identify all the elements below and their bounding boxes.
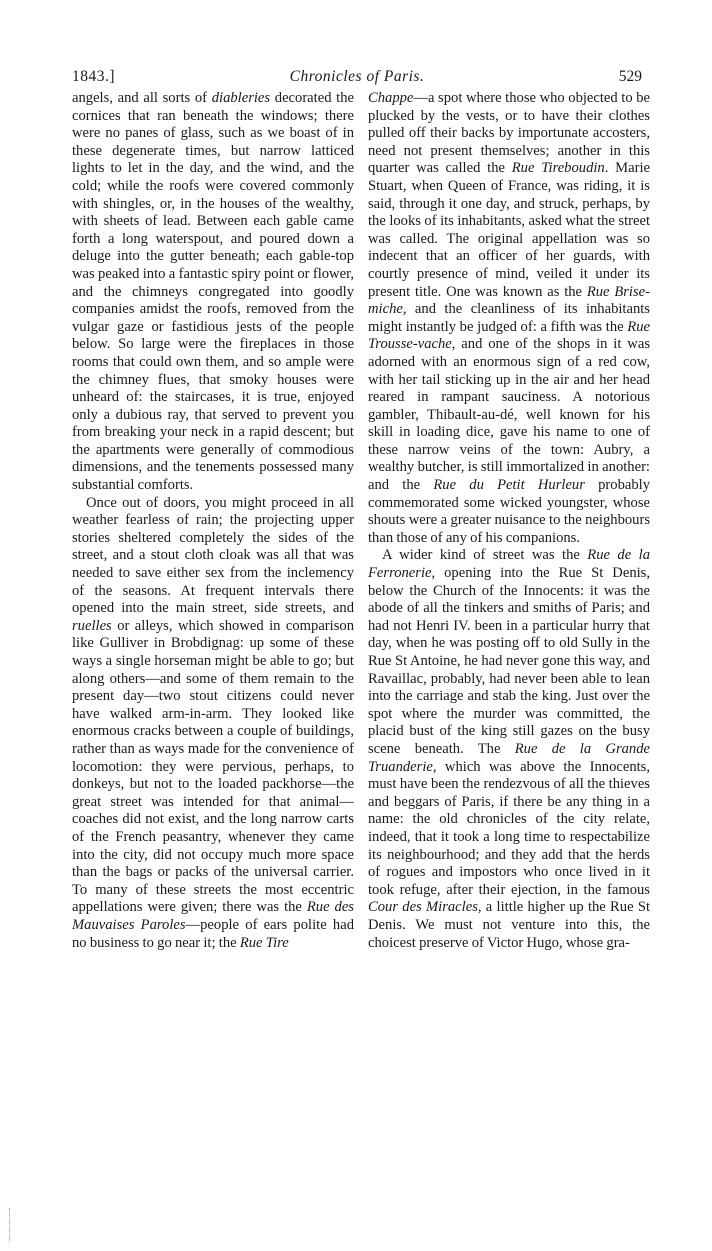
text-run: decorated the cornices that ran beneath the windows; there were no panes of glass, such as we boast of in these degenerate times, but narrow latticed lights to let in the day, and the wind, and the cold; while the roofs were covered commonly with shingles, or, in the houses of the wealthy, with sheets of lead. Between each gable came forth a long waterspout, and poured down a deluge into the gutter beneath; each gable-top was peaked into a fantastic spiry point or flower, and the chimneys congregated into goodly companies amidst the roofs, removed from the vulgar gaze or fastidious jests of the people below. So large were the fireplaces in those rooms that could own them, and so ample were the chimney flues, that smoky houses were unheard of: the staircases, it is true, enjoyed only a dubious ray, that served to prevent you from breaking your neck in a rapid descent; but the apartments were generally of commodious dimensions, and the tenements possessed many substantial comforts. <box>72 90 354 494</box>
right-paragraph-1 <box>368 90 650 547</box>
italic-run: Rue du Petit Hurleur <box>433 477 585 494</box>
italic-run: Rue Tireboudin <box>511 160 605 177</box>
text-run: . Marie Stuart, when Queen of France, was riding, it is said, through it one day, and struck, perhaps, by the looks of its inhabitants, asked what the street was called. The original appellation was so indecent that an officer of her guards, with courtly presence of mind, veiled it under its present title. One was known as the <box>368 160 650 300</box>
text-run: , a little higher up the Rue St Denis. We must not venture into this, the choicest preserve of Victor Hugo, whose gra- <box>368 899 650 951</box>
italic-run: Rue des Mauvaises Paroles <box>72 899 354 933</box>
text-run: Once out of doors, you might proceed in all weather fearless of rain; the projecting upper stories sheltered completely the sides of the street, and a stout cloth cloak was all that was needed to save either sex from the inclemency of the seasons. At frequent intervals there opened into the main street, side streets, and <box>72 494 354 617</box>
header-title: Chronicles of Paris. <box>289 68 425 85</box>
italic-run: ruelles <box>72 617 112 634</box>
text-run: or alleys, which showed in comparison like Gulliver in Brobdignag: up some of these ways a single horseman might be able to go; but along others—and some of them remain to the present day—two stout citizens could never have walked arm-in-arm. They looked like enormous cracks between a couple of buildings, rather than as ways made for the convenience of locomotion: they were pervious, perhaps, to donkeys, but not to the loaded packhorse—the great street was intended for that animal—coaches did not exist, and the long narrow carts of the French peasantry, whenever they came into the city, did not occupy much more space than the bags or packs of the universal carrier. To many of these streets the most eccentric appellations were given; there was the <box>72 617 354 916</box>
italic-run: diableries <box>211 90 271 106</box>
italic-run: Chappe <box>368 90 414 106</box>
text-run: angels, and all sorts of <box>72 90 212 106</box>
italic-run: Rue de la Grande Truanderie <box>368 740 650 775</box>
text-run: , opening into the Rue St Denis, below the Church of the Innocents: it was the abode of all the tinkers and smiths of Paris; and had not Henri IV. been in a particular hurry that day, when he was posting off to old Sully in the Rue St Antoine, he had never gone this way, and Ravaillac, probably, had never been able to lean into the carriage and stab the king. Just over the spot where the murder was committed, the placid bust of the king still gazes on the busy scene beneath. The <box>368 565 650 757</box>
left-paragraph-1 <box>72 90 354 495</box>
italic-run: Cour des Miracles <box>368 899 478 916</box>
left-column <box>72 90 354 952</box>
left-paragraph-2 <box>72 495 354 952</box>
text-run: , and the cleanliness of its inhabitants might instantly be judged of: a fifth was the <box>368 301 650 335</box>
text-run: probably commemorated some wicked youngster, whose shouts were a greater nuisance to the neighbours than those of any of his companions. <box>368 477 651 546</box>
text-run: —a spot where those who objected to be plucked by the vests, or to have their clothes pulled off their backs by importunate accosters, need not present themselves; another in this quarter was called the <box>368 90 650 177</box>
page <box>68 66 651 951</box>
scan-margin-marks <box>9 1208 12 1242</box>
text-run: A wider kind of street was the <box>382 547 588 564</box>
italic-run: Rue de la Ferronerie <box>368 547 650 582</box>
page-number: 529 <box>618 68 642 85</box>
text-run: , and one of the shops in it was adorned with an enormous sign of a red cow, with her tail sticking up in the air and her head reared in rampant sauciness. A notorious gambler, Thibault-au-dé, well known for his skill in loading dice, gave his name to one of these narrow veins of the town: Aubry, a wealthy butcher, is still immortalized in another: and the <box>368 336 650 494</box>
running-header <box>68 66 646 90</box>
right-paragraph-2 <box>368 547 650 952</box>
italic-run: Rue Trousse-vache <box>368 318 650 353</box>
text-run: , which was above the Innocents, must have been the rendezvous of all the thieves and beggars of Paris, if there be any thing in a name: the old chronicles of the city relate, indeed, that it took a long time to respectabilize its neighbourhood; and they add that the herds of rogues and impostors who once lived in it took refuge, after their ejection, in the famous <box>368 758 650 898</box>
italic-run: Rue Tire <box>239 934 289 951</box>
right-column <box>368 90 650 952</box>
italic-run: Rue Brise-miche <box>368 283 651 318</box>
header-year: 1843.] <box>72 68 116 85</box>
text-run: —people of ears polite had no business to go near it; the <box>72 916 354 951</box>
